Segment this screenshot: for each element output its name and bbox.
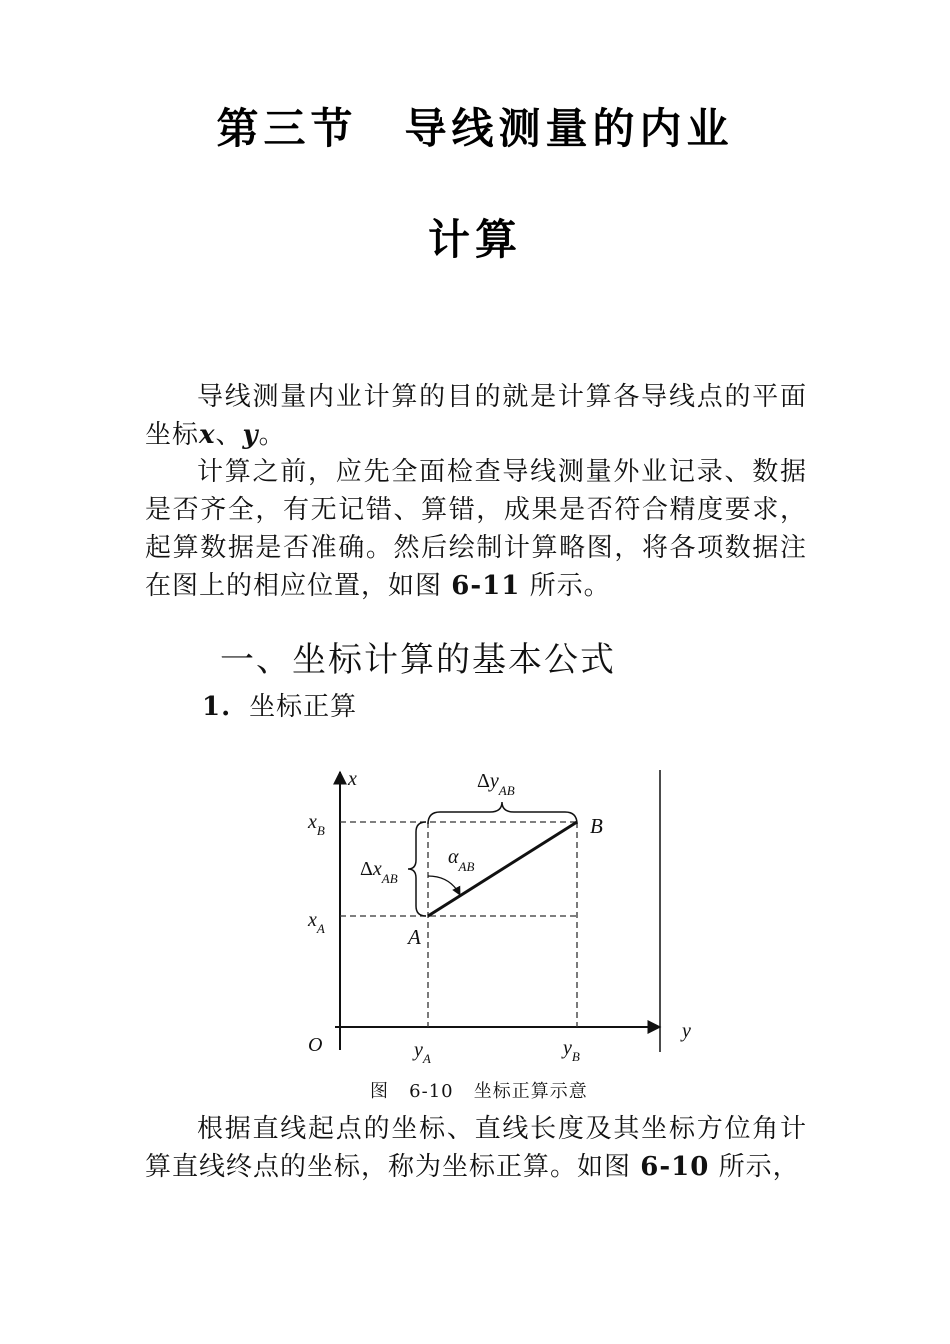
section-title: 第三节 导线测量的内业 (216, 104, 734, 153)
y-axis-label: y (682, 1020, 691, 1042)
delta-y-brace (428, 802, 577, 824)
x-axis-label: x (348, 768, 357, 790)
section-heading: 一、坐标计算的基本公式 (220, 640, 616, 680)
delta-x-label: $\Delta x_{AB}$ (360, 858, 398, 886)
intro-paragraph: 导线测量内业计算的目的就是计算各导线点的平面坐标x、y。 (145, 382, 807, 450)
point-a-label: A (408, 925, 421, 949)
angle-arc (428, 876, 460, 895)
check-paragraph: 计算之前，应先全面检查导线测量外业记录、数据是否齐全，有无记错、算错，成果是否符合精度要求，起算数据是否准确。然后绘制计算略图，将各项数据注在图上的相应位置，如图 6-11 所示。 (145, 457, 807, 601)
xb-tick-label: $x_B$ (308, 811, 325, 838)
point-b-label: B (590, 814, 603, 838)
alpha-label: $\alpha_{AB}$ (448, 846, 475, 874)
segment-ab (428, 822, 577, 916)
delta-y-label: $\Delta y_{AB}$ (477, 770, 515, 798)
coordinate-figure (290, 760, 710, 1075)
origin-label: O (308, 1034, 323, 1056)
delta-x-brace (408, 822, 426, 916)
ya-tick-label: $y_A$ (414, 1039, 431, 1066)
xa-tick-label: $x_A$ (308, 909, 325, 936)
forward-calc-paragraph: 根据直线起点的坐标、直线长度及其坐标方位角计算直线终点的坐标，称为坐标正算。如图 6-10 所示， (145, 1114, 807, 1182)
subsection-heading: 1. 坐标正算 (202, 692, 358, 722)
yb-tick-label: $y_B$ (563, 1037, 580, 1064)
figure-caption: 图 6-10 坐标正算示意 (370, 1081, 588, 1102)
section-title-continued: 计算 (427, 215, 522, 264)
